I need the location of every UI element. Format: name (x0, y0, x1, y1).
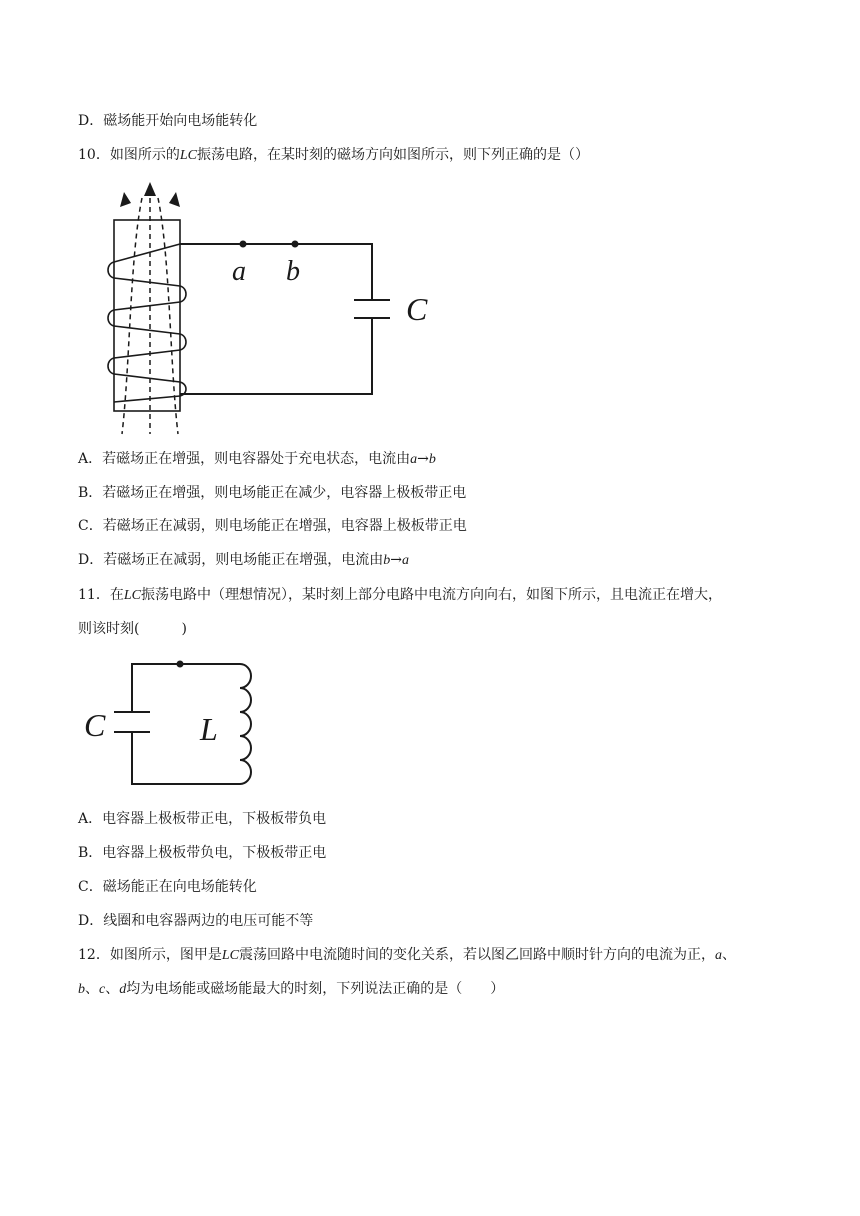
q11-lc-circuit-diagram (80, 656, 260, 792)
q11-option-b: B．电容器上极板带负电，下极板带正电 (78, 845, 327, 861)
q10-lc-circuit-diagram (100, 176, 440, 438)
question-number: 11． (78, 587, 110, 603)
bottom-wire (132, 732, 240, 784)
q10-option-d: D．若磁场正在减弱，则电场能正在增强，电流由b→a (78, 552, 409, 568)
question-number: 12． (78, 947, 110, 963)
q12-stem: 12．如图所示，图甲是LC震荡回路中电流随时间的变化关系，若以图乙回路中顺时针方向的电流为正，a、 (78, 947, 736, 963)
label-a: a (232, 256, 246, 287)
node-a (240, 241, 247, 248)
q10-option-c: C．若磁场正在减弱，则电场能正在增强，电容器上极板带正电 (78, 518, 467, 534)
q12-stem-line2: b、c、d均为电场能或磁场能最大的时刻，下列说法正确的是（ ） (78, 981, 505, 997)
top-wire (132, 664, 240, 712)
arrow-up-icon (120, 192, 131, 207)
q11-stem-line2: 则该时刻( ) (78, 621, 187, 637)
field-line-right (158, 198, 178, 434)
q11-option-d: D．线圈和电容器两边的电压可能不等 (78, 913, 314, 929)
arrow-up-icon (169, 192, 180, 207)
inductor-coil (240, 664, 251, 784)
node-b (292, 241, 299, 248)
bottom-wire (180, 318, 372, 394)
label-capacitor: C (406, 291, 428, 327)
q10-stem: 10．如图所示的LC振荡电路，在某时刻的磁场方向如图所示，则下列正确的是（） (78, 147, 589, 163)
top-wire (180, 244, 372, 300)
q9-option-d: D．磁场能开始向电场能转化 (78, 113, 258, 129)
question-number: 10． (78, 147, 110, 163)
label-capacitor: C (84, 707, 106, 743)
q11-stem: 11．在LC振荡电路中（理想情况），某时刻上部分电路中电流方向向右，如图下所示，且电流正在增大， (78, 587, 722, 603)
arrow-up-icon (144, 182, 156, 196)
label-inductor: L (200, 711, 218, 747)
q11-option-a: A．电容器上极板带正电，下极板带负电 (78, 811, 327, 827)
circuit-node (177, 661, 184, 668)
label-b: b (286, 256, 300, 287)
q10-option-b: B．若磁场正在增强，则电场能正在减少，电容器上极板带正电 (78, 485, 467, 501)
coil-winding (108, 244, 186, 402)
field-line-left (122, 198, 142, 434)
q11-option-c: C．磁场能正在向电场能转化 (78, 879, 257, 895)
q10-option-a: A．若磁场正在增强，则电容器处于充电状态，电流由a→b (78, 451, 436, 467)
